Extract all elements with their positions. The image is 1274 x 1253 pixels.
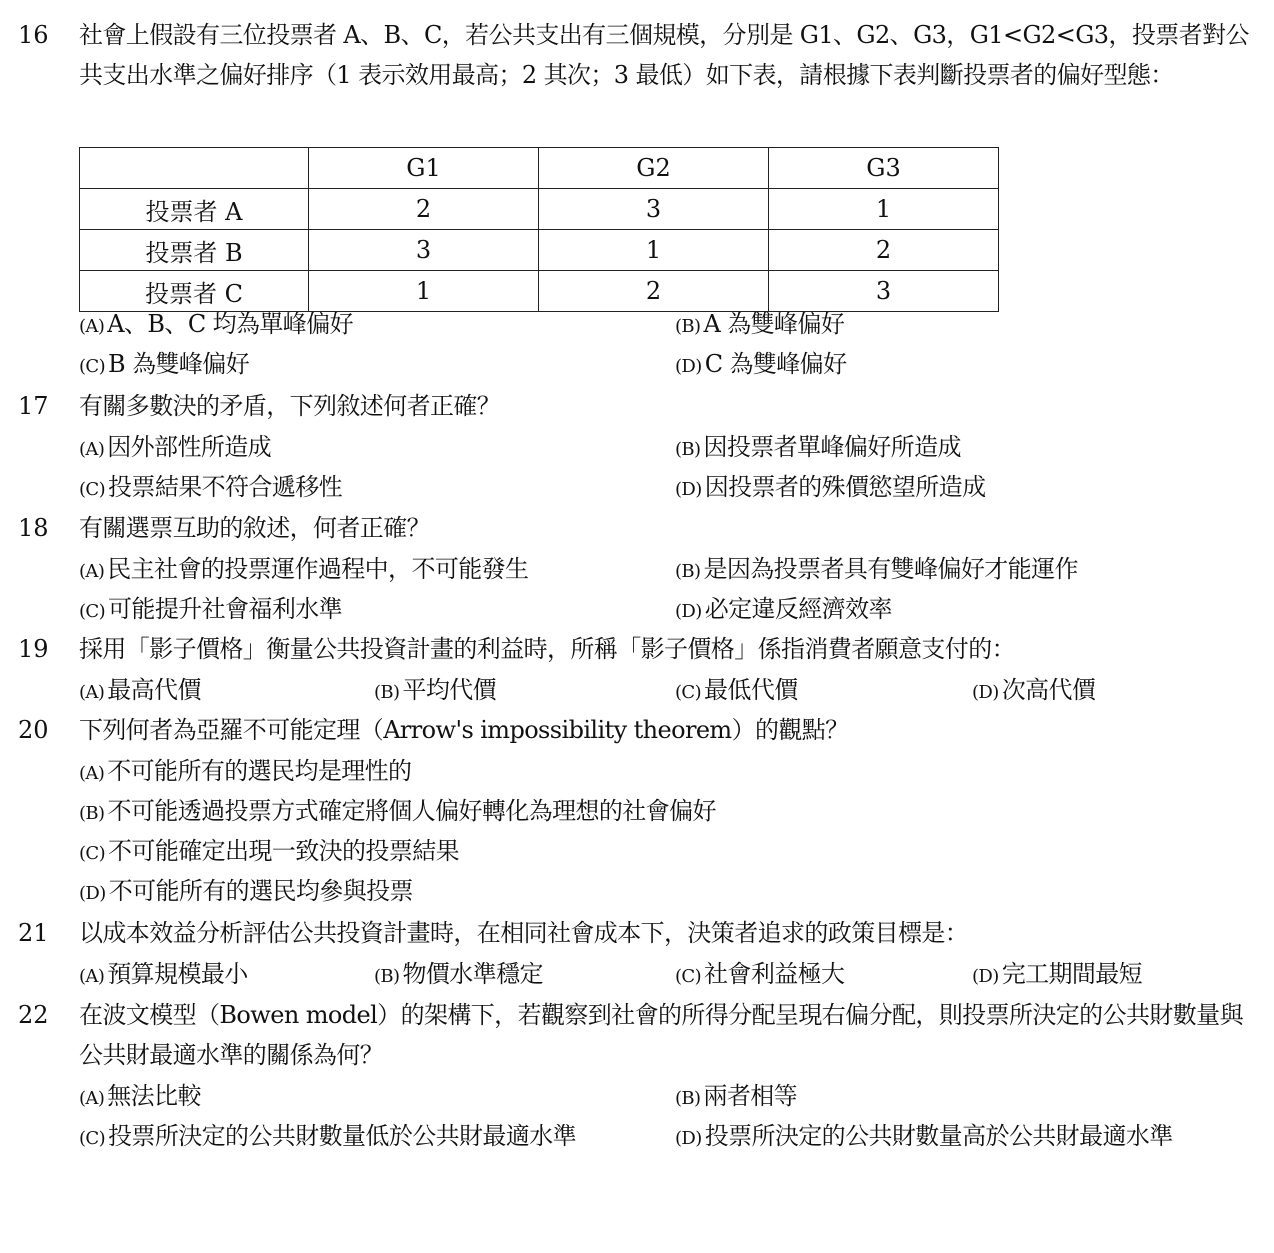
question-text: 有關選票互助的敘述，何者正確？	[79, 514, 430, 542]
table-cell: 1	[539, 230, 769, 271]
table-row	[80, 189, 999, 230]
question-text: 以成本效益分析評估公共投資計畫時，在相同社會成本下，決策者追求的政策目標是：	[79, 919, 969, 947]
option-a	[79, 954, 248, 997]
question-19	[0, 629, 1274, 711]
option-b	[675, 427, 961, 470]
option-c	[79, 344, 249, 387]
option-a	[79, 427, 271, 470]
table-header-cell	[80, 148, 309, 189]
option-text: 民主社會的投票運作過程中，不可能發生	[107, 555, 529, 583]
option-text: 因投票者單峰偏好所造成	[703, 433, 961, 461]
table-cell: 2	[309, 189, 539, 230]
option-c	[675, 954, 844, 997]
option-c	[675, 670, 798, 713]
option-mark: (B)	[374, 966, 400, 987]
option-text: 最低代價	[704, 676, 798, 704]
option-text: 無法比較	[107, 1082, 201, 1110]
option-a	[79, 304, 353, 347]
option-c	[79, 467, 342, 510]
table-cell: 2	[769, 230, 999, 271]
option-a	[79, 751, 411, 794]
option-text: 兩者相等	[703, 1082, 798, 1110]
option-d	[972, 954, 1142, 997]
option-text: A 為雙峰偏好	[703, 310, 845, 338]
option-text: C 為雙峰偏好	[704, 350, 847, 378]
option-a	[79, 670, 201, 713]
table-header-cell: G2	[539, 148, 769, 189]
option-b	[675, 304, 844, 347]
option-text: 因投票者的殊價慾望所造成	[704, 473, 986, 501]
table-header-cell: G1	[309, 148, 539, 189]
question-number: 17	[18, 392, 49, 420]
option-d	[675, 589, 892, 632]
option-text: 社會利益極大	[704, 960, 845, 988]
table-header-row	[80, 148, 999, 189]
question-number: 16	[18, 21, 49, 49]
option-text: 可能提升社會福利水準	[108, 595, 343, 623]
option-d	[79, 871, 413, 914]
option-mark: (B)	[675, 1088, 701, 1109]
option-mark: (C)	[79, 356, 106, 377]
option-mark: (C)	[675, 966, 702, 987]
option-mark: (C)	[79, 601, 106, 622]
option-mark: (B)	[79, 803, 105, 824]
question-16	[0, 15, 1274, 378]
option-b	[675, 1076, 797, 1119]
option-mark: (A)	[79, 763, 105, 784]
table-cell: 3	[309, 230, 539, 271]
option-mark: (D)	[675, 1128, 702, 1149]
option-c	[79, 1116, 576, 1159]
option-d	[675, 1116, 1173, 1159]
option-text: 必定違反經濟效率	[704, 595, 892, 623]
option-mark: (B)	[675, 561, 701, 582]
option-mark: (B)	[675, 439, 701, 460]
option-text: 預算規模最小	[107, 960, 248, 988]
option-c	[79, 589, 342, 632]
option-text: 投票結果不符合遞移性	[108, 473, 343, 501]
option-mark: (A)	[79, 316, 105, 337]
question-18	[0, 508, 1274, 630]
option-mark: (B)	[374, 682, 400, 703]
option-mark: (D)	[972, 682, 999, 703]
option-text: 不可能所有的選民均是理性的	[107, 757, 412, 785]
question-number: 22	[18, 1001, 49, 1029]
option-text: 次高代價	[1001, 676, 1096, 704]
table-cell: 投票者 B	[80, 230, 309, 271]
option-text: 投票所決定的公共財數量高於公共財最適水準	[704, 1122, 1173, 1150]
table-cell: 投票者 C	[80, 271, 309, 312]
option-text: 投票所決定的公共財數量低於公共財最適水準	[108, 1122, 577, 1150]
question-text: 社會上假設有三位投票者 A、B、C，若公共支出有三個規模，分別是 G1、G2、G3，G1<G2<G3，投票者對公共支出水準之偏好排序（1 表示效用最高；2 其次；3 最低）如下表，請根據下表判斷投票者的偏好型態：	[79, 21, 1249, 89]
option-mark: (D)	[675, 356, 702, 377]
question-17	[0, 386, 1274, 508]
option-a	[79, 1076, 201, 1119]
table-cell: 投票者 A	[80, 189, 309, 230]
table-row	[80, 230, 999, 271]
table-cell: 1	[309, 271, 539, 312]
option-mark: (B)	[675, 316, 701, 337]
option-mark: (C)	[79, 1128, 106, 1149]
option-b	[374, 670, 496, 713]
question-22	[0, 995, 1274, 1157]
option-mark: (D)	[972, 966, 999, 987]
option-mark: (D)	[675, 601, 702, 622]
question-number: 20	[18, 716, 49, 744]
preference-table	[79, 147, 999, 312]
option-c	[79, 831, 459, 874]
option-mark: (C)	[675, 682, 702, 703]
option-text: 是因為投票者具有雙峰偏好才能運作	[703, 555, 1078, 583]
option-text: 不可能所有的選民均參與投票	[108, 877, 413, 905]
option-d	[972, 670, 1095, 713]
option-mark: (A)	[79, 1088, 105, 1109]
question-text: 下列何者為亞羅不可能定理（Arrow's impossibility theorem）的觀點？	[79, 716, 849, 744]
option-text: 平均代價	[402, 676, 497, 704]
table-cell: 2	[539, 271, 769, 312]
option-text: 不可能透過投票方式確定將個人偏好轉化為理想的社會偏好	[107, 797, 716, 825]
option-b	[79, 791, 716, 834]
option-a	[79, 549, 528, 592]
table-cell: 3	[539, 189, 769, 230]
question-number: 19	[18, 635, 49, 663]
option-d	[675, 344, 846, 387]
option-b	[374, 954, 543, 997]
question-text: 在波文模型（Bowen model）的架構下，若觀察到社會的所得分配呈現右偏分配，則投票所決定的公共財數量與公共財最適水準的關係為何？	[79, 1001, 1243, 1069]
question-number: 21	[18, 919, 49, 947]
question-20	[0, 710, 1274, 912]
option-mark: (C)	[79, 843, 106, 864]
option-text: 因外部性所造成	[107, 433, 272, 461]
option-text: 不可能確定出現一致決的投票結果	[108, 837, 460, 865]
option-text: A、B、C 均為單峰偏好	[107, 310, 354, 338]
option-mark: (A)	[79, 682, 105, 703]
table-header-cell: G3	[769, 148, 999, 189]
question-number: 18	[18, 514, 49, 542]
option-text: B 為雙峰偏好	[108, 350, 250, 378]
option-mark: (A)	[79, 439, 105, 460]
option-text: 完工期間最短	[1001, 960, 1143, 988]
option-mark: (D)	[79, 883, 106, 904]
option-b	[675, 549, 1078, 592]
option-mark: (D)	[675, 479, 702, 500]
question-21	[0, 913, 1274, 995]
table-cell: 3	[769, 271, 999, 312]
option-d	[675, 467, 986, 510]
option-mark: (A)	[79, 966, 105, 987]
question-text: 有關多數決的矛盾，下列敘述何者正確？	[79, 392, 501, 420]
option-text: 物價水準穩定	[402, 960, 543, 988]
option-text: 最高代價	[107, 676, 201, 704]
table-cell: 1	[769, 189, 999, 230]
question-text: 採用「影子價格」衡量公共投資計畫的利益時，所稱「影子價格」係指消費者願意支付的：	[79, 635, 1015, 663]
option-mark: (C)	[79, 479, 106, 500]
option-mark: (A)	[79, 561, 105, 582]
